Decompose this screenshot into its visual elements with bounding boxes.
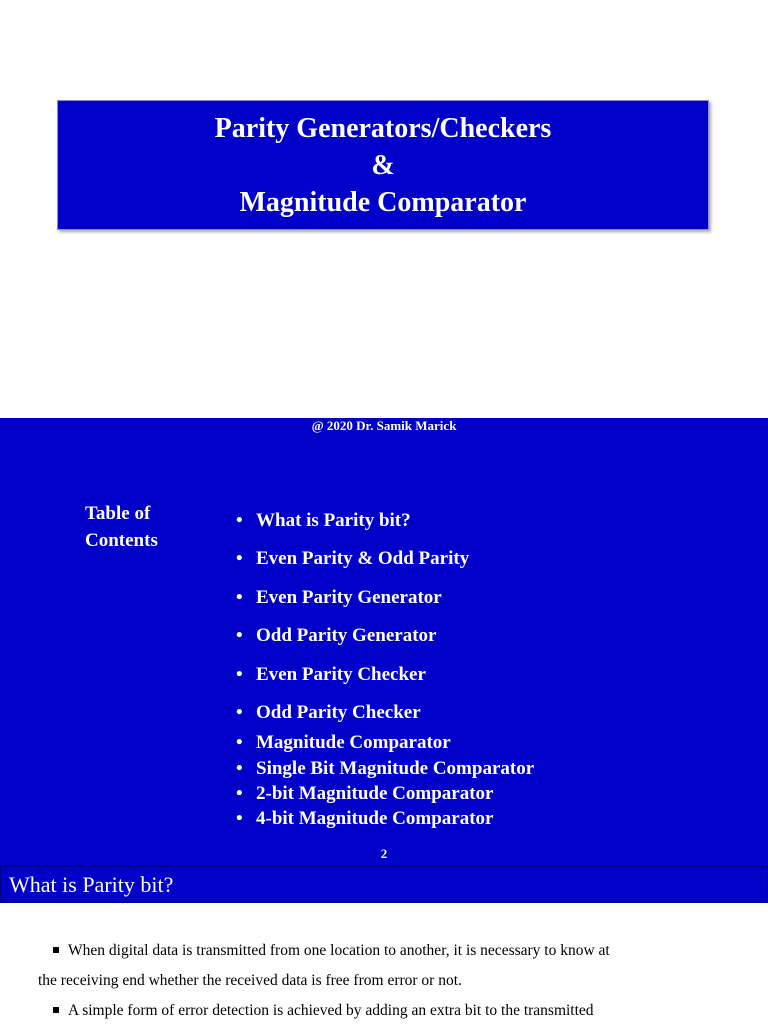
toc-item-label: Single Bit Magnitude Comparator <box>256 758 535 779</box>
square-bullet-icon <box>53 947 59 953</box>
title-slide <box>0 0 768 418</box>
square-bullet-icon <box>53 1007 59 1013</box>
body-continuation <box>38 966 753 996</box>
body-line: When digital data is transmitted from one location to another, it is necessary to know at <box>68 942 610 959</box>
toc-item <box>236 547 469 571</box>
bullet-icon: • <box>236 664 243 685</box>
toc-item-label: Even Parity Generator <box>256 587 442 608</box>
title-line-2: & <box>371 149 395 181</box>
bullet-paragraph <box>53 996 753 1024</box>
bullet-icon: • <box>236 625 243 646</box>
toc-item <box>236 782 493 806</box>
toc-item <box>236 509 411 533</box>
body-bullets <box>38 936 753 1024</box>
bullet-icon: • <box>236 548 243 569</box>
bullet-paragraph <box>53 936 753 966</box>
bullet-icon: • <box>236 702 243 723</box>
bullet-icon: • <box>236 732 243 753</box>
page-number: 2 <box>380 846 388 861</box>
section-header: What is Parity bit? <box>0 866 768 903</box>
bullet-icon: • <box>236 758 243 779</box>
toc-item-label: Even Parity & Odd Parity <box>256 548 470 569</box>
toc-item <box>236 624 436 648</box>
toc-item-label: Odd Parity Generator <box>256 625 437 646</box>
toc-slide <box>0 418 768 866</box>
bullet-icon: • <box>236 587 243 608</box>
content-slide <box>0 866 768 1024</box>
toc-item-label: What is Parity bit? <box>256 510 411 531</box>
bullet-icon: • <box>236 510 243 531</box>
title-box <box>57 100 709 230</box>
toc-heading-line-1: Table of <box>85 503 151 524</box>
toc-item <box>236 731 451 755</box>
toc-item-label: Magnitude Comparator <box>256 732 451 753</box>
toc-heading <box>85 500 158 554</box>
toc-heading-line-2: Contents <box>85 530 158 551</box>
title-line-3: Magnitude Comparator <box>239 186 527 218</box>
toc-item-label: Odd Parity Checker <box>256 702 421 723</box>
toc-item <box>236 663 426 687</box>
title-line-1: Parity Generators/Checkers <box>214 112 552 144</box>
body-line: the receiving end whether the received data is free from error or not. <box>38 972 462 989</box>
copyright-text: @ 2020 Dr. Samik Marick <box>311 418 457 433</box>
bullet-icon: • <box>236 808 243 829</box>
bullet-icon: • <box>236 783 243 804</box>
toc-item-label: Even Parity Checker <box>256 664 426 685</box>
body-line: A simple form of error detection is achieved by adding an extra bit to the transmitted <box>68 1002 594 1019</box>
toc-item <box>236 701 421 725</box>
toc-item <box>236 807 493 831</box>
toc-item <box>236 586 442 610</box>
toc-item <box>236 757 534 781</box>
toc-item-label: 2-bit Magnitude Comparator <box>256 783 494 804</box>
toc-item-label: 4-bit Magnitude Comparator <box>256 808 494 829</box>
